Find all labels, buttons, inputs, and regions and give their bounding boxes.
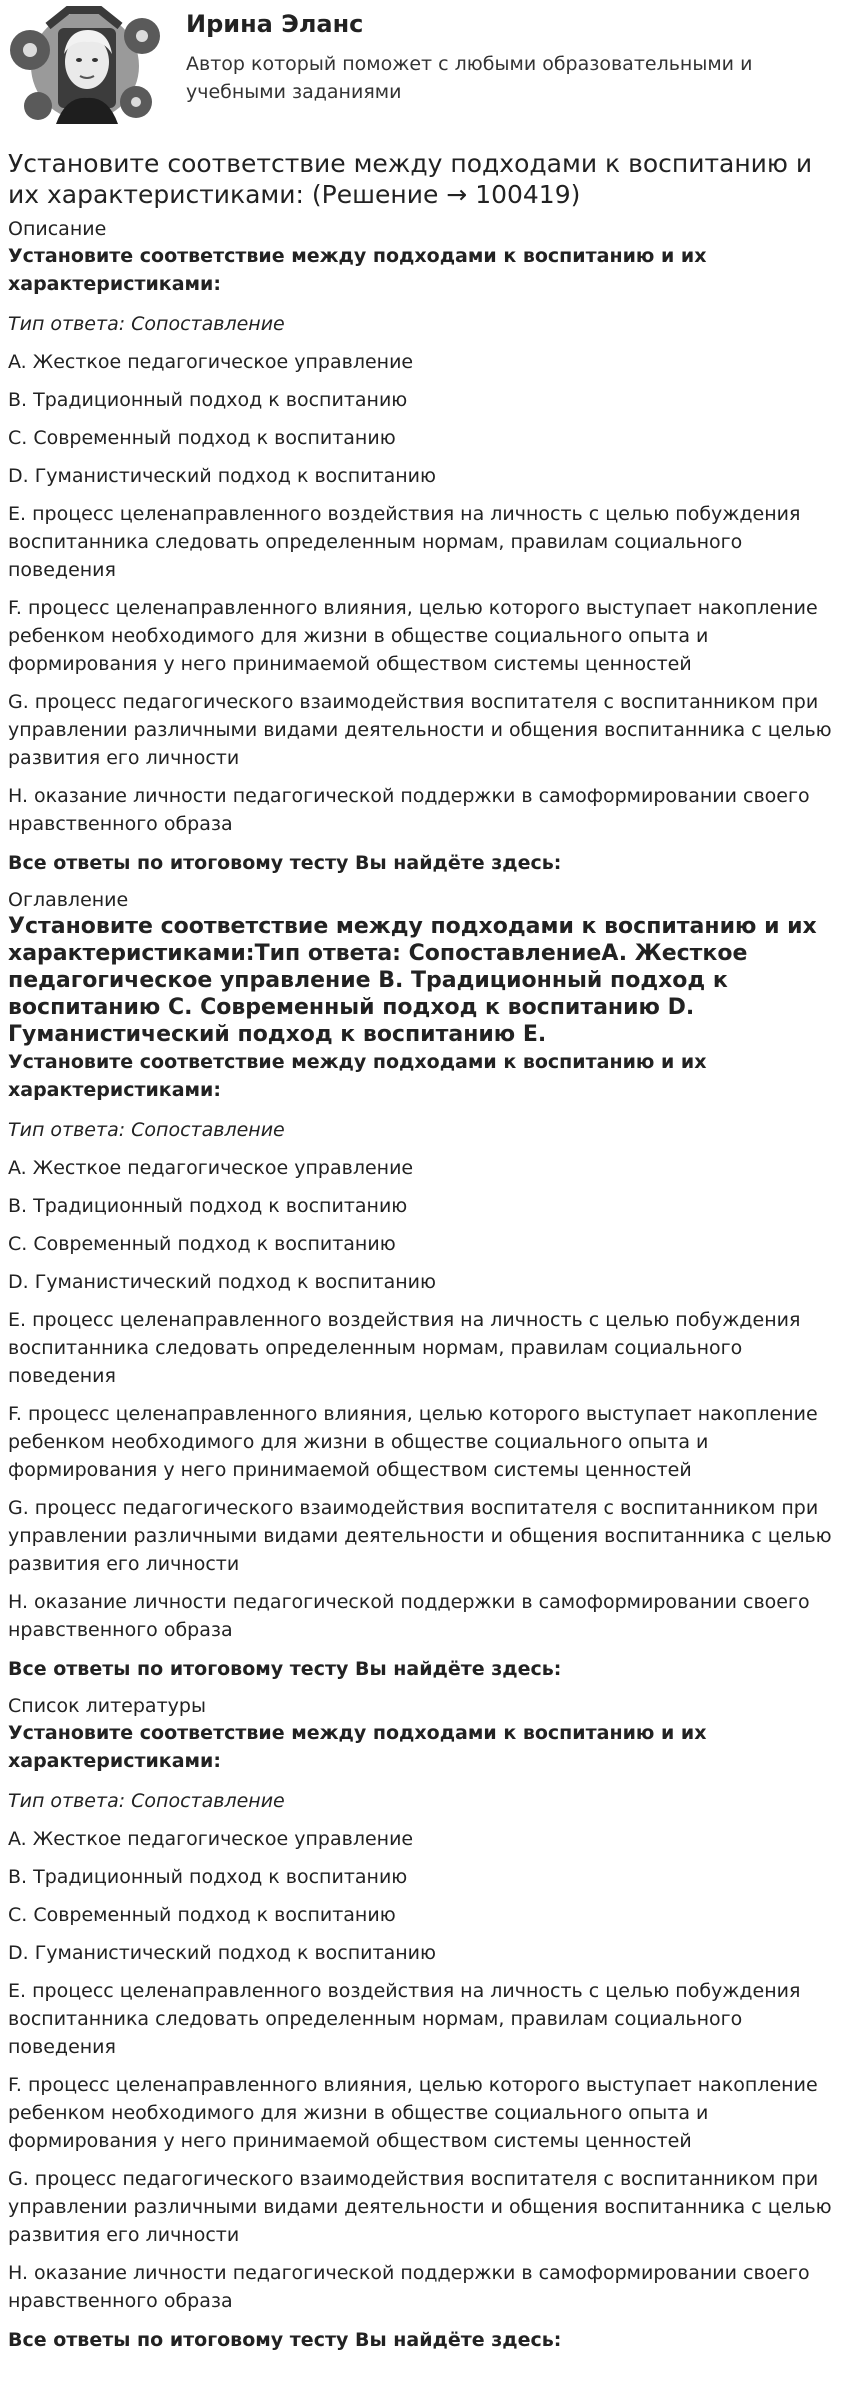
- list-item: A. Жесткое педагогическое управление: [8, 1157, 414, 1179]
- section-label: Список литературы: [8, 1695, 206, 1717]
- author-avatar: [8, 6, 162, 126]
- section-description: [8, 216, 840, 877]
- list-item: F. процесс целенаправленного влияния, целью которого выступает накопление ребенком необходимого для жизни в обществе социального опыта и формирования у него принимаемой обществом системы ценностей: [8, 2074, 818, 2152]
- list-item: G. процесс педагогического взаимодействия воспитателя с воспитанником при управлении различными видами деятельности и общения воспитанника с целью развития его личности: [8, 2168, 832, 2246]
- list-item: C. Современный подход к воспитанию: [8, 1904, 396, 1926]
- author-name[interactable]: Ирина Эланс: [186, 10, 364, 38]
- list-item: E. процесс целенаправленного воздействия на личность с целью побуждения воспитанника следовать определенным нормам, правилам социального поведения: [8, 1309, 801, 1387]
- question-text: Установите соответствие между подходами к воспитанию и их характеристиками:: [8, 245, 707, 295]
- author-description: Автор который поможет с любыми образовательными и учебными заданиями: [186, 53, 753, 103]
- question-text: Установите соответствие между подходами к воспитанию и их характеристиками:: [8, 1051, 707, 1101]
- list-item: E. процесс целенаправленного воздействия на личность с целью побуждения воспитанника следовать определенным нормам, правилам социального поведения: [8, 1980, 801, 2058]
- content-sections: [8, 216, 840, 2354]
- list-item: F. процесс целенаправленного влияния, целью которого выступает накопление ребенком необходимого для жизни в обществе социального опыта и формирования у него принимаемой обществом системы ценностей: [8, 1403, 818, 1481]
- answers-link-text: Все ответы по итоговому тесту Вы найдёте здесь:: [8, 1658, 562, 1680]
- author-header: [0, 0, 847, 130]
- section-label: Описание: [8, 218, 107, 240]
- list-item: H. оказание личности педагогической поддержки в самоформировании своего нравственного образа: [8, 785, 810, 835]
- answer-type: Тип ответа: Сопоставление: [8, 1790, 285, 1812]
- list-item: B. Традиционный подход к воспитанию: [8, 1195, 408, 1217]
- list-item: C. Современный подход к воспитанию: [8, 1233, 396, 1255]
- list-item: A. Жесткое педагогическое управление: [8, 1828, 414, 1850]
- list-item: H. оказание личности педагогической поддержки в самоформировании своего нравственного образа: [8, 1591, 810, 1641]
- list-item: B. Традиционный подход к воспитанию: [8, 1866, 408, 1888]
- section-references: [8, 1693, 840, 2354]
- list-item: E. процесс целенаправленного воздействия на личность с целью побуждения воспитанника следовать определенным нормам, правилам социального поведения: [8, 503, 801, 581]
- answer-type: Тип ответа: Сопоставление: [8, 1119, 285, 1141]
- answers-link-text: Все ответы по итоговому тесту Вы найдёте здесь:: [8, 2329, 562, 2351]
- list-item: B. Традиционный подход к воспитанию: [8, 389, 408, 411]
- list-item: H. оказание личности педагогической поддержки в самоформировании своего нравственного образа: [8, 2262, 810, 2312]
- list-item: D. Гуманистический подход к воспитанию: [8, 1942, 436, 1964]
- list-item: F. процесс целенаправленного влияния, целью которого выступает накопление ребенком необходимого для жизни в обществе социального опыта и формирования у него принимаемой обществом системы ценностей: [8, 597, 818, 675]
- list-item: A. Жесткое педагогическое управление: [8, 351, 414, 373]
- answer-type: Тип ответа: Сопоставление: [8, 313, 285, 335]
- section-label: Оглавление: [8, 889, 129, 911]
- page-title: Установите соответствие между подходами к воспитанию и их характеристиками: (Решение → 100419): [8, 149, 813, 209]
- list-item: D. Гуманистический подход к воспитанию: [8, 1271, 436, 1293]
- question-text: Установите соответствие между подходами к воспитанию и их характеристиками:: [8, 1722, 707, 1772]
- answers-link-text: Все ответы по итоговому тесту Вы найдёте здесь:: [8, 852, 562, 874]
- list-item: G. процесс педагогического взаимодействия воспитателя с воспитанником при управлении различными видами деятельности и общения воспитанника с целью развития его личности: [8, 1497, 832, 1575]
- section-toc: [8, 887, 840, 1683]
- list-item: C. Современный подход к воспитанию: [8, 427, 396, 449]
- toc-heading: Установите соответствие между подходами к воспитанию и их характеристиками:Тип ответа: СопоставлениеA. Жесткое педагогическое управление B. Традиционный подход к воспитанию C. Современный подход к воспитанию D. Гуманистический подход к воспитанию E.: [8, 914, 817, 1047]
- list-item: G. процесс педагогического взаимодействия воспитателя с воспитанником при управлении различными видами деятельности и общения воспитанника с целью развития его личности: [8, 691, 832, 769]
- list-item: D. Гуманистический подход к воспитанию: [8, 465, 436, 487]
